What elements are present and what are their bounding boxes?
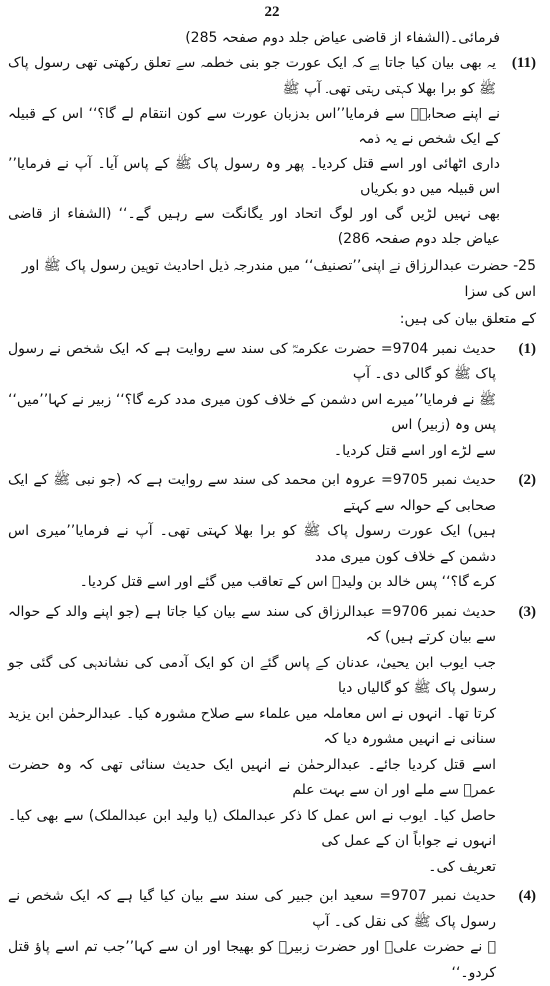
hadith-line: حاصل کیا۔ ایوب نے اس عمل کا ذکر عبدالملک (یا ولید ابن عبدالملک) سے بھی کیا۔ انہوں نے جواباً ان کے عمل کی (8, 807, 496, 849)
hadith-body (8, 337, 496, 465)
hadith-line: حدیث نمبر 9707= سعید ابن جبیر کی سند سے بیان کیا گیا ہے کہ ایک شخص نے رسول پاک ﷺ کی نقل کی۔ آپ (8, 888, 496, 930)
hadith-item (8, 884, 536, 986)
hadith-line: ﷺ نے حضرت علیؓ اور حضرت زبیرؓ کو بھیجا اور ان سے کہا’’جب تم اسے پاؤ قتل کردو۔‘‘ (8, 939, 496, 981)
paragraph-line: یہ بھی بیان کیا جاتا ہے کہ ایک عورت جو بنی خطمہ سے تعلق رکھتی تھی رسول پاک ﷺ کو برا بھلا کہتی رہتی تھی۔ آپ ﷺ (8, 55, 496, 97)
hadith-item (8, 468, 536, 596)
paragraph-line: نے اپنے صحابہؓ سے فرمایا’’اس بدزبان عورت سے کون انتقام لے گا؟‘‘ اس کے قبیلہ کے ایک شخص نے یہ ذمہ (8, 106, 500, 147)
hadith-line: ہیں) ایک عورت رسول پاک ﷺ کو برا بھلا کہتی تھی۔ آپ نے فرمایا’’میری اس دشمن کے خلاف کون میری مدد (8, 523, 496, 565)
hadith-body (8, 468, 496, 596)
paragraph-line: بھی نہیں لڑیں گی اور لوگ اتحاد اور یگانگت سے رہیں گے۔‘‘ (الشفاء از قاضی عیاض جلد دوم صفحہ 286) (8, 206, 500, 247)
paragraph-11 (8, 51, 536, 102)
hadith-number: (1) (518, 340, 536, 357)
hadith-line: کرے گا؟‘‘ پس خالد بن ولیدؓ اس کے تعاقب میں گئے اور اسے قتل کردیا۔ (79, 574, 496, 590)
hadith-number: (2) (518, 472, 536, 488)
section-heading-line: 25- حضرت عبدالرزاق نے اپنی’’تصنیف‘‘ میں مندرجہ ذیل احادیث توہین رسول پاک ﷺ اور اس کی سزا (21, 258, 536, 300)
citation-line: فرمائی۔(الشفاء از قاضی عیاض جلد دوم صفحہ 285) (185, 30, 500, 46)
hadith-item (8, 600, 536, 881)
hadith-line: حدیث نمبر 9706= عبدالرزاق کی سند سے بیان کیا جاتا ہے (جو اپنے والد کے حوالہ سے بیان کرتے ہیں) کہ (8, 603, 496, 645)
hadith-body (8, 600, 496, 881)
hadith-number: (4) (518, 888, 536, 904)
hadith-item (8, 337, 536, 465)
hadith-body (8, 884, 496, 986)
hadith-number: (3) (518, 603, 536, 620)
section-heading-line: کے متعلق بیان کی ہیں: (399, 311, 536, 327)
page-number: 22 (264, 4, 280, 20)
hadith-line: سے لڑے اور اسے قتل کردیا۔ (333, 442, 496, 459)
hadith-line: تعریف کی۔ (428, 858, 496, 875)
hadith-line: حدیث نمبر 9704= حضرت عکرمہؓ کی سند سے روایت ہے کہ ایک شخص نے رسول پاک ﷺ کو گالی دی۔ آپ (8, 340, 496, 382)
hadith-line: حدیث نمبر 9705= عروہ ابن محمد کی سند سے روایت ہے کہ (جو نبی ﷺ کے ایک صحابی کے حوالہ سے کہتے (8, 472, 496, 514)
hadith-line: جب ایوب ابن یحییٰ، عدنان کے پاس گئے ان کو ایک آدمی کی نشاندہی کی گئی جو رسول پاک ﷺ کو گالیاں دیا (8, 654, 496, 696)
hadith-line: ﷺ نے فرمایا’’میرے اس دشمن کے خلاف کون میری مدد کرے گا؟‘‘ زبیر نے کہا’’میں‘‘ پس وہ (زبیر) اس (8, 391, 496, 433)
paragraph-line: داری اٹھائی اور اسے قتل کردیا۔ پھر وہ رسول پاک ﷺ کے پاس آیا۔ آپ نے فرمایا’’ اس قبیلہ میں دو بکریاں (8, 156, 500, 197)
hadith-line: اسے قتل کردیا جائے۔ عبدالرحمٰن نے انہیں ایک حدیث سنائی تھی کہ وہ حضرت عمرؓ سے ملے اور ان سے بہت علم (8, 756, 496, 798)
paragraph-number: (11) (511, 55, 536, 71)
hadith-line: کرتا تھا۔ انہوں نے اس معاملہ میں علماء سے صلاح مشورہ کیا۔ عبدالرحمٰن ابن یزید سنانی نے انہیں مشورہ دیا کہ (8, 705, 496, 747)
paragraph-body (8, 51, 496, 102)
